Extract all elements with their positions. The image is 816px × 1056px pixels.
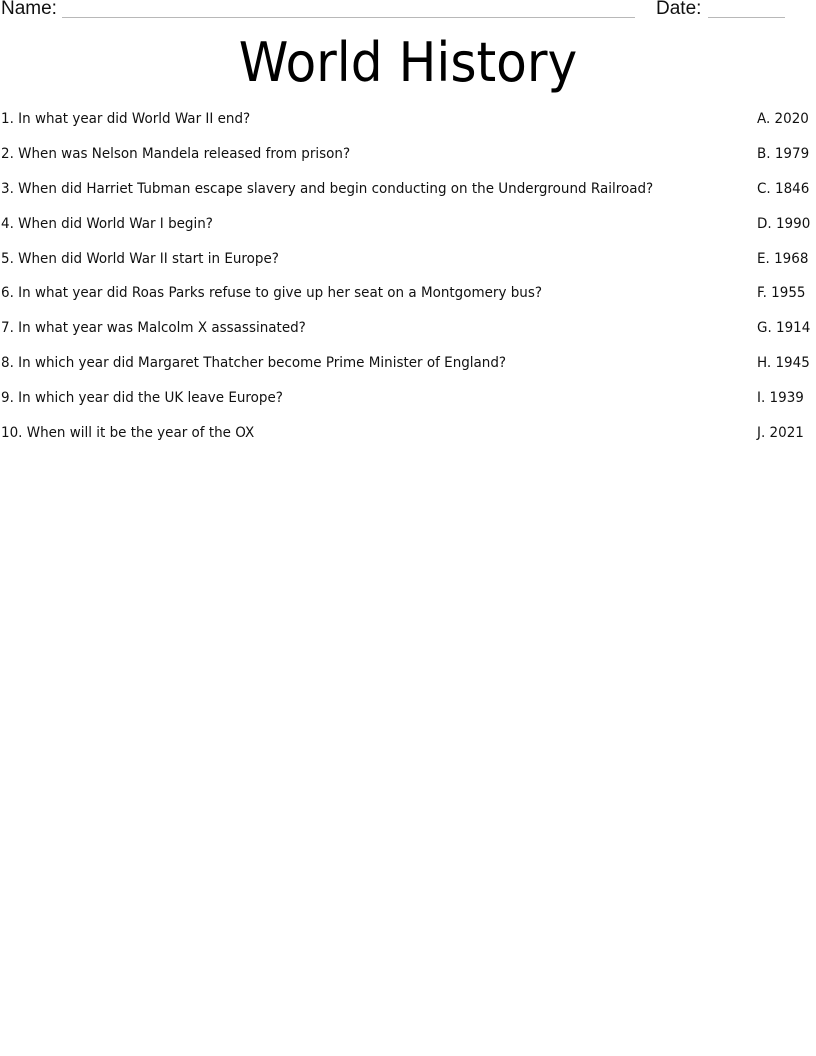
date-field-line[interactable]: [708, 17, 785, 18]
answer-option: J. 2021: [757, 425, 804, 442]
question-text: 2. When was Nelson Mandela released from prison?: [1, 145, 351, 162]
matching-row: [0, 111, 816, 146]
matching-row: [0, 355, 816, 390]
answer-option: C. 1846: [757, 180, 810, 197]
question-text: 6. In what year did Roas Parks refuse to give up her seat on a Montgomery bus?: [1, 285, 543, 302]
matching-list: [0, 111, 816, 460]
answer-option: I. 1939: [757, 390, 804, 407]
answer-option: H. 1945: [757, 355, 810, 372]
answer-option: F. 1955: [757, 285, 806, 302]
question-text: 8. In which year did Margaret Thatcher become Prime Minister of England?: [1, 355, 507, 372]
answer-option: D. 1990: [757, 215, 811, 232]
date-label: Date:: [656, 0, 702, 19]
question-text: 7. In what year was Malcolm X assassinated?: [1, 320, 306, 337]
matching-row: [0, 181, 816, 216]
answer-option: E. 1968: [757, 250, 809, 267]
question-text: 4. When did World War I begin?: [1, 215, 213, 232]
matching-row: [0, 390, 816, 425]
question-text: 3. When did Harriet Tubman escape slavery and begin conducting on the Underground Railroad?: [1, 180, 654, 197]
matching-row: [0, 146, 816, 181]
worksheet-header: [0, 0, 816, 22]
matching-row: [0, 425, 816, 460]
answer-option: A. 2020: [757, 111, 809, 127]
name-label: Name:: [1, 0, 57, 19]
question-text: 9. In which year did the UK leave Europe?: [1, 390, 283, 407]
matching-row: [0, 285, 816, 320]
matching-row: [0, 251, 816, 286]
question-text: 1. In what year did World War II end?: [1, 111, 251, 127]
name-field-line[interactable]: [62, 17, 635, 18]
page-title: World History: [238, 31, 578, 94]
question-text: 5. When did World War II start in Europe?: [1, 250, 279, 267]
answer-option: G. 1914: [757, 320, 811, 337]
matching-row: [0, 216, 816, 251]
matching-row: [0, 320, 816, 355]
answer-option: B. 1979: [757, 145, 810, 162]
question-text: 10. When will it be the year of the OX: [1, 425, 255, 442]
